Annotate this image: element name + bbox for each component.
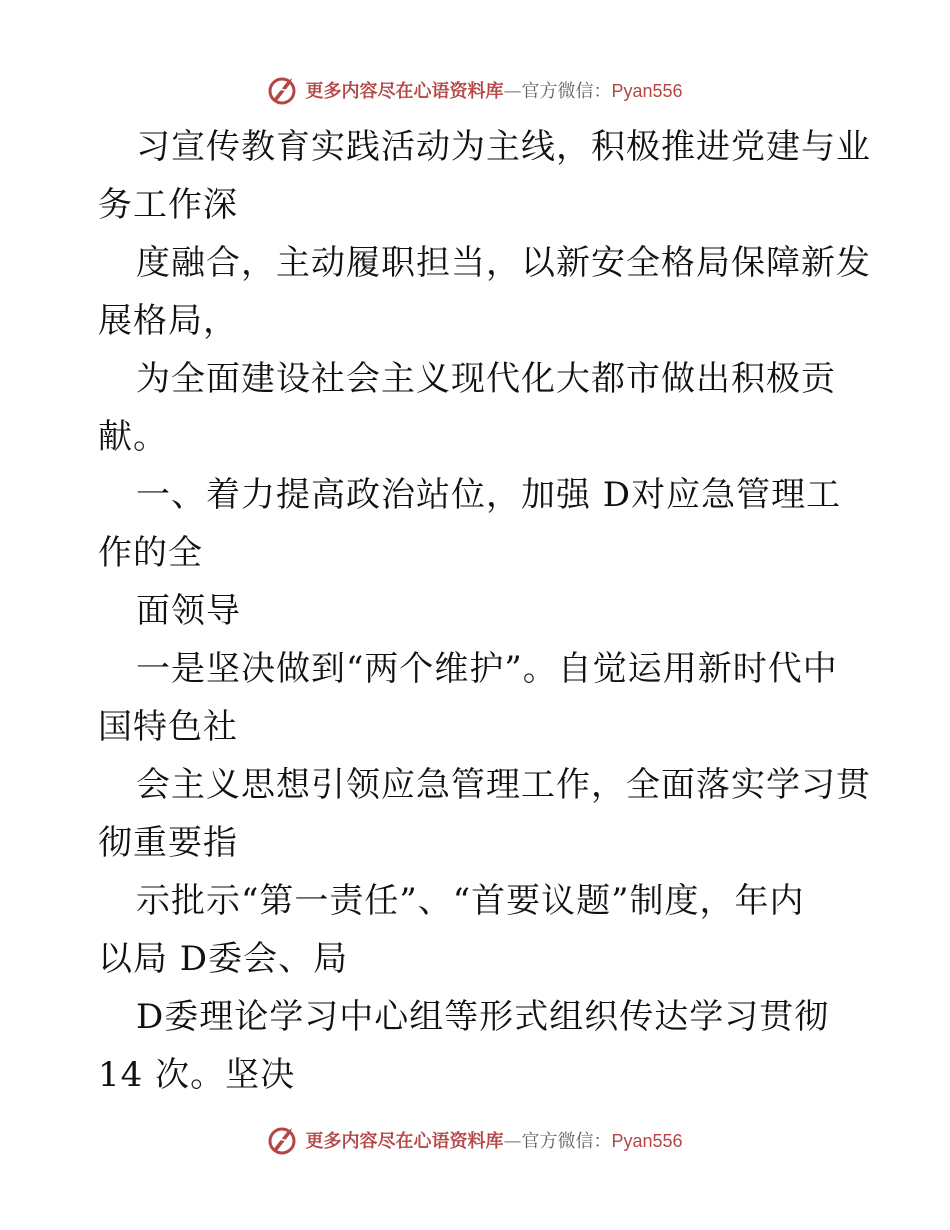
- watermark-separator: —: [503, 81, 522, 102]
- text-line: 面领导: [136, 591, 241, 631]
- text-line: 习宣传教育实践活动为主线，积极推进党建与业: [136, 127, 871, 167]
- text-line: 展格局，: [98, 301, 238, 341]
- text-line: 会主义思想引领应急管理工作，全面落实学习贯: [136, 765, 871, 805]
- watermark-separator: —: [503, 1131, 522, 1152]
- watermark-main: 更多内容尽在心语资料库: [305, 81, 504, 102]
- pen-logo-icon: [267, 74, 299, 106]
- watermark-id: Pyan556: [611, 81, 683, 101]
- footer-watermark-banner: [0, 1120, 950, 1160]
- text-line: 一、着力提高政治站位，加强 D对应急管理工: [136, 475, 842, 515]
- text-line: 以局 D委会、局: [98, 939, 349, 979]
- text-line: 为全面建设社会主义现代化大都市做出积极贡: [136, 359, 836, 399]
- text-line: D委理论学习中心组等形式组织传达学习贯彻: [136, 997, 830, 1037]
- document-body: [98, 118, 878, 1104]
- watermark-label: 官方微信：: [521, 1131, 612, 1152]
- text-line: 务工作深: [98, 185, 238, 225]
- header-watermark-banner: [0, 70, 950, 110]
- pen-logo-icon: [267, 1124, 299, 1156]
- text-line: 示批示“第一责任”、“首要议题”制度，年内: [136, 881, 805, 921]
- text-line: 作的全: [98, 533, 203, 573]
- text-line: 一是坚决做到“两个维护”。自觉运用新时代中: [136, 649, 838, 689]
- text-line: 国特色社: [98, 707, 238, 747]
- text-line: 14 次。坚决: [98, 1055, 296, 1095]
- watermark-main: 更多内容尽在心语资料库: [305, 1131, 504, 1152]
- watermark-label: 官方微信：: [521, 81, 612, 102]
- text-line: 献。: [98, 417, 168, 457]
- watermark-text: [305, 77, 682, 103]
- watermark-id: Pyan556: [611, 1131, 683, 1151]
- text-line: 度融合，主动履职担当，以新安全格局保障新发: [136, 243, 871, 283]
- text-line: 彻重要指: [98, 823, 238, 863]
- watermark-text: [305, 1127, 682, 1153]
